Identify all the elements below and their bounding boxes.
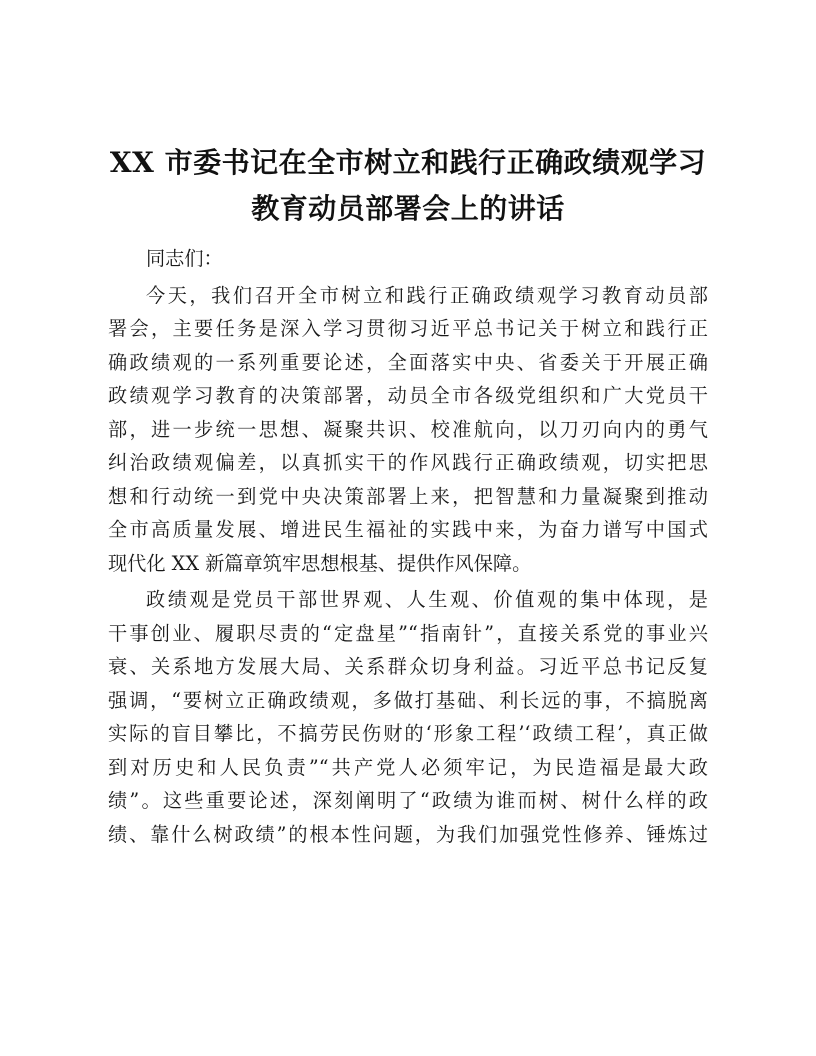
paragraph-line: 纠治政绩观偏差，以真抓实干的作风践行正确政绩观，切实把思 — [108, 451, 708, 474]
paragraph-line: 现代化 XX 新篇章筑牢思想根基、提供作风保障。 — [108, 551, 532, 575]
paragraph-line: 绩、靠什么树政绩”的根本性问题，为我们加强党性修养、锤炼过 — [108, 822, 708, 846]
paragraph-line: 确政绩观的一系列重要论述，全面落实中央、省委关于开展正确 — [108, 350, 708, 374]
paragraph-line: 今天，我们召开全市树立和践行正确政绩观学习教育动员部 — [146, 283, 708, 307]
document-title — [100, 140, 716, 232]
document-body — [108, 242, 708, 851]
paragraph-2 — [108, 583, 708, 851]
title-line-1: XX 市委书记在全市树立和践行正确政绩观学习 — [109, 146, 707, 179]
title-line-2: 教育动员部署会上的讲话 — [251, 192, 565, 225]
paragraph-line: 部，进一步统一思想、凝聚共识、校准航向，以刀刃向内的勇气 — [108, 417, 708, 441]
salutation: 同志们： — [146, 247, 223, 270]
paragraph-line: 政绩观学习教育的决策部署，动员全市各级党组织和广大党员干 — [108, 384, 708, 407]
paragraph-line: 衰、关系地方发展大局、关系群众切身利益。习近平总书记反复 — [108, 655, 708, 678]
paragraph-line: 实际的盲目攀比，不搞劳民伤财的‘形象工程’‘政绩工程’，真正做 — [108, 722, 708, 745]
paragraph-line: 干事创业、履职尽责的“定盘星”“指南针”，直接关系党的事业兴 — [108, 621, 708, 645]
paragraph-line: 政绩观是党员干部世界观、人生观、价值观的集中体现，是 — [146, 588, 708, 611]
paragraph-line: 强调，“要树立正确政绩观，多做打基础、利长远的事，不搞脱离 — [108, 688, 708, 712]
paragraph-line: 署会，主要任务是深入学习贯彻习近平总书记关于树立和践行正 — [108, 317, 708, 340]
paragraph-line: 到对历史和人民负责”“共产党人必须牢记，为民造福是最大政 — [108, 755, 708, 779]
paragraph-line: 想和行动统一到党中央决策部署上来，把智慧和力量凝聚到推动 — [108, 484, 708, 508]
paragraph-line: 绩”。这些重要论述，深刻阐明了“政绩为谁而树、树什么样的政 — [108, 789, 708, 812]
paragraph-1 — [108, 279, 708, 581]
paragraph-line: 全市高质量发展、增进民生福祉的实践中来，为奋力谱写中国式 — [108, 518, 708, 541]
